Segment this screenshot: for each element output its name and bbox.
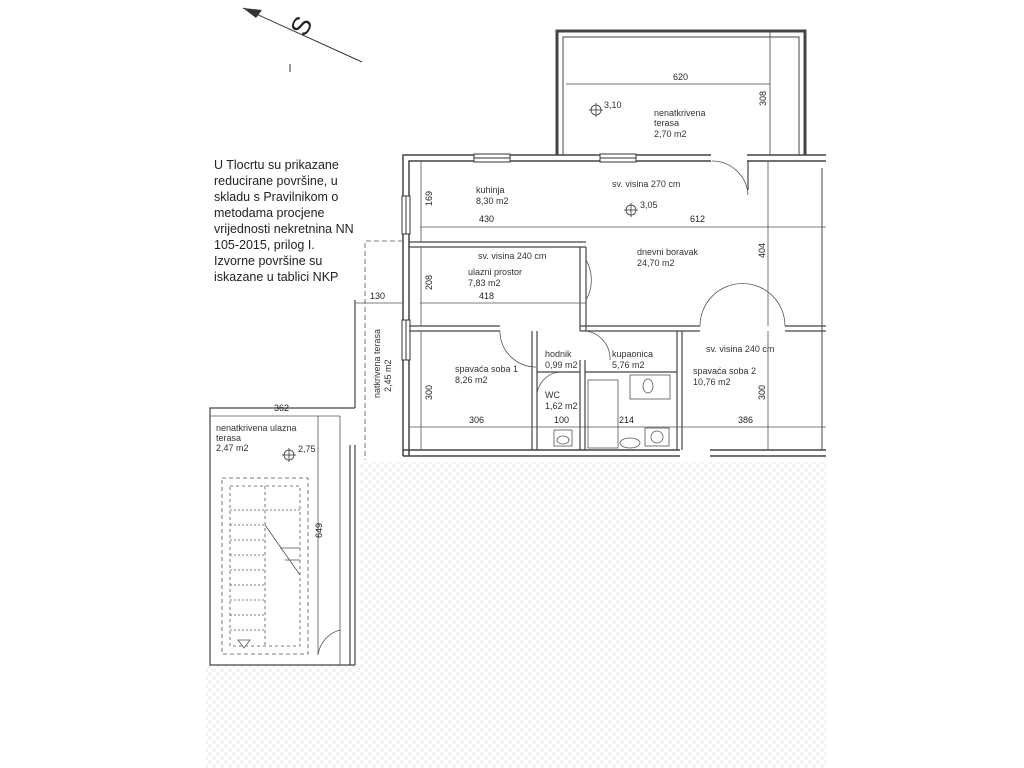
kupaonica-area: 5,76 m2 [612,360,645,370]
dim-130: 130 [370,291,386,301]
dim-169: 169 [424,190,434,206]
kupaonica-name: kupaonica [612,349,654,359]
spavaca2-area: 10,76 m2 [693,377,731,387]
entry-edge [210,300,355,665]
dim-620: 620 [673,72,689,82]
dnevni-area: 24,70 m2 [637,258,675,268]
kuhinja-area: 8,30 m2 [476,196,509,206]
ulazna-terasa-name2: terasa [216,433,242,443]
height-240-b: sv. visina 240 cm [706,344,775,354]
dim-208: 208 [424,274,434,290]
dim-306: 306 [469,415,485,425]
spavaca1-area: 8,26 m2 [455,375,488,385]
terasa-top-level: 3,10 [604,100,622,110]
terasa-top-area: 2,70 m2 [654,129,687,139]
dim-214: 214 [619,415,635,425]
ulazni-area: 7,83 m2 [468,278,501,288]
compass-label: S [283,11,319,41]
wc-name: WC [545,390,560,400]
checker-bg-lower [360,462,826,768]
dim-430: 430 [479,214,495,224]
natkrivena-area: 2,45 m2 [383,359,393,392]
area-note: U Tlocrtu su prikazane reducirane površine, u skladu s Pravilnikom o metodama procjene vrijednosti nekretnina NN 105-2015, prilog I. Izvorne površine su iskazane u tablici NKP [214,158,354,284]
dim-300-left: 300 [424,384,434,400]
checker-bg-left [205,665,365,768]
ulazna-terasa-area: 2,47 m2 [216,443,249,453]
spavaca1-name: spavaća soba 1 [455,364,519,374]
natkrivena-name: natkrivena terasa [372,328,382,398]
dim-362: 362 [274,403,290,413]
covered-terrace [365,241,403,460]
wc-area: 1,62 m2 [545,401,578,411]
compass [243,8,362,72]
dim-386: 386 [738,415,754,425]
height-240-a: sv. visina 240 cm [478,251,547,261]
dim-404: 404 [757,242,767,258]
interior-walls [409,161,826,450]
spavaca2-name: spavaća soba 2 [693,366,757,376]
ulazni-name: ulazni prostor [468,267,523,277]
kuhinja-name: kuhinja [476,185,505,195]
dim-308: 308 [758,90,768,106]
ulazna-terasa-level: 2,75 [298,444,316,454]
dim-300-right: 300 [757,384,767,400]
ulazna-terasa-name1: nenatkrivena ulazna [216,423,297,433]
entry-stairs [210,416,340,665]
dim-100: 100 [554,415,570,425]
dim-418: 418 [479,291,495,301]
dim-612: 612 [690,214,706,224]
sanitary [554,375,670,448]
terasa-top-name2: terasa [654,118,680,128]
hodnik-name: hodnik [545,349,572,359]
outer-walls [403,155,826,456]
height-270: sv. visina 270 cm [612,179,681,189]
terasa-top-name1: nenatkrivena [654,108,706,118]
hodnik-area: 0,99 m2 [545,360,578,370]
dnevni-name: dnevni boravak [637,247,699,257]
dim-649: 649 [314,522,324,538]
level-305: 3,05 [640,200,658,210]
